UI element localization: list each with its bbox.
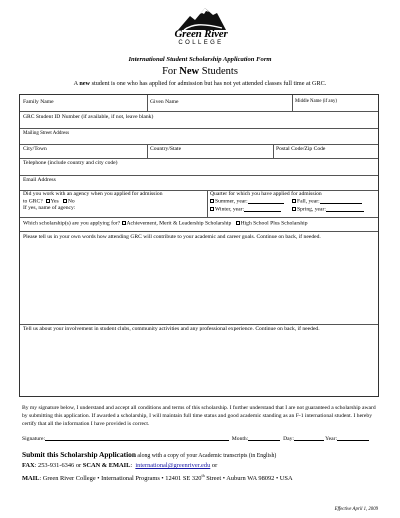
agency-answer: to GRC? Yes No xyxy=(23,198,75,205)
agency-question: Did you work with an agency when you applied for admission xyxy=(23,191,163,197)
agency-name-field[interactable]: If yes, name of agency: xyxy=(23,205,76,211)
quarter-question: Quarter for which you have applied for admission xyxy=(210,191,322,197)
effective-date: Effective April 1, 2009 xyxy=(334,507,378,512)
city-field[interactable]: City/Town xyxy=(23,146,47,152)
country-field[interactable]: Country/State xyxy=(150,146,182,152)
submit-instructions: Submit this Scholarship Application along with a copy of your Academic transcripts (in English) xyxy=(22,450,277,459)
given-name-field[interactable]: Given Name xyxy=(150,99,179,105)
mail-line: MAIL: Green River College • International Programs • 12401 SE 320th Street • Auburn WA 98092 • USA xyxy=(22,473,293,483)
form-title: International Student Scholarship Application Form xyxy=(128,56,272,63)
application-form xyxy=(19,94,379,397)
mailing-address-field[interactable]: Mailing Street Address xyxy=(23,131,70,136)
achievement-scholarship-checkbox[interactable] xyxy=(122,221,126,225)
postal-code-field[interactable]: Postal Code/Zip Code xyxy=(276,146,326,152)
fax-email-line: FAX: 253-931-6346 or SCAN & EMAIL: international@greenriver.edu or xyxy=(22,462,218,469)
scholarship-selection: Which scholarship(s) are you applying for? Achievement, Merit & Leadership Scholarship High School Plus Scholarship xyxy=(23,220,308,227)
winter-checkbox[interactable] xyxy=(210,207,214,211)
spring-checkbox[interactable] xyxy=(292,207,296,211)
fall-checkbox[interactable] xyxy=(292,199,296,203)
year-field[interactable]: Year: xyxy=(325,436,338,442)
family-name-field[interactable]: Family Name xyxy=(23,99,54,105)
agency-yes-checkbox[interactable] xyxy=(46,199,50,203)
student-id-field[interactable]: GRC Student ID Number (if available, if not, leave blank) xyxy=(23,114,154,120)
telephone-field[interactable]: Telephone (include country and city code) xyxy=(23,160,118,166)
certification-paragraph: By my signature below, I understand and accept all conditions and terms of this scholarship. I further understand that I are not guaranteed a scholarship award by submitting this application. If awarded a scholarship, I will maintain full time status and good academic standing as an F-1 international student. I hereby certify that all the information I have provided is correct. xyxy=(22,405,376,428)
middle-name-field[interactable]: Middle Name (if any) xyxy=(295,99,337,104)
logo-name: Green River xyxy=(174,28,228,40)
agency-no-checkbox[interactable] xyxy=(63,199,67,203)
form-heading: For New Students xyxy=(162,66,238,77)
email-field[interactable]: Email Address xyxy=(23,177,56,183)
email-link[interactable]: international@greenriver.edu xyxy=(135,462,211,469)
fall-option[interactable]: Fall, year: xyxy=(292,199,362,205)
form-subtitle: A new student is one who has applied for admission but has not yet attended classes full time at GRC. xyxy=(73,80,327,87)
day-field[interactable]: Day: xyxy=(283,436,294,442)
college-logo xyxy=(170,6,232,50)
signature-line[interactable]: Signature: Month: Day: Year: xyxy=(22,437,369,443)
logo-college: COLLEGE xyxy=(178,40,224,46)
spring-option[interactable]: Spring, year: xyxy=(292,207,364,213)
high-school-plus-checkbox[interactable] xyxy=(236,221,240,225)
goals-essay-prompt[interactable]: Please tell us in your own words how attending GRC will contribute to your academic and career goals. Continue on back, if needed. xyxy=(23,234,321,240)
winter-option[interactable]: Winter, year: xyxy=(210,207,281,213)
summer-option[interactable]: Summer, year: xyxy=(210,199,284,205)
mountain-logo-icon xyxy=(178,6,226,30)
month-field[interactable]: Month: xyxy=(231,436,249,442)
involvement-essay-prompt[interactable]: Tell us about your involvement in student clubs, community activities and any professional experience. Continue on back, if needed. xyxy=(23,326,320,332)
summer-checkbox[interactable] xyxy=(210,199,214,203)
